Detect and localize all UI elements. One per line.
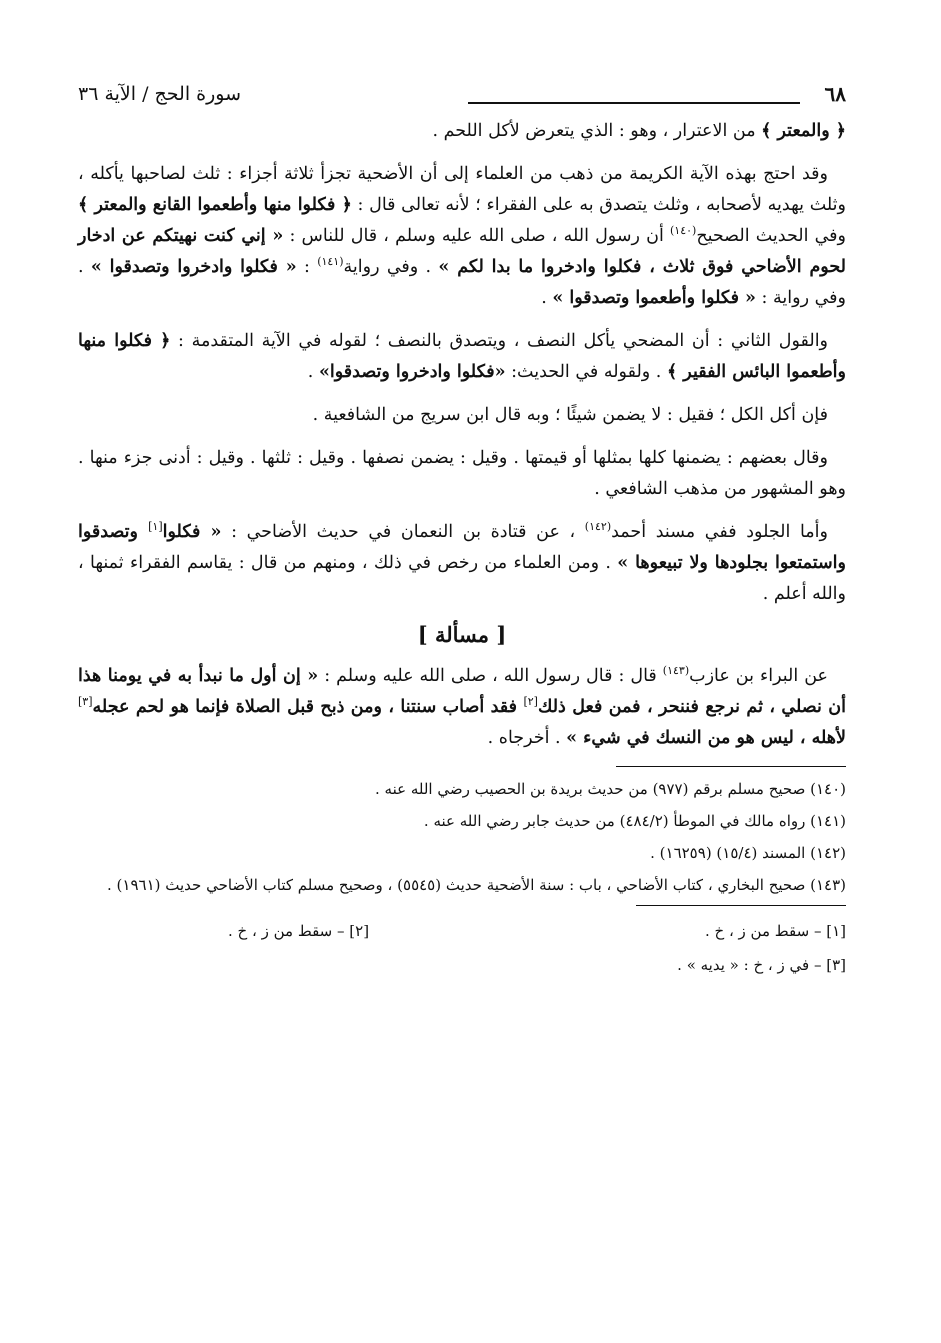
hadith-quote: « فكلوا وادخروا وتصدقوا » <box>90 257 297 277</box>
paragraph-text: ، عن قتادة بن النعمان في حديث الأضاحي : <box>221 522 585 542</box>
manuscript-note: [١] – سقط من ز ، خ . <box>704 922 846 940</box>
running-title: سورة الحج / الآية ٣٦ <box>78 83 242 105</box>
paragraph-text: . ومن العلماء من رخص في ذلك ، ومنهم من قال : يقاسم الفقراء ثمنها ، والله أعلم . <box>78 553 846 604</box>
paragraph-text: : <box>296 257 318 277</box>
paragraph-4: فإن أكل الكل ؛ فقيل : لا يضمن شيئًا ؛ وبه قال ابن سريج من الشافعية . <box>312 405 828 425</box>
paragraph-2 <box>78 159 846 314</box>
paragraph-text: وقد احتج بهذه الآية الكريمة من ذهب من العلماء إلى أن الأضحية تجزأ ثلاثة أجزاء : ثلث لصاحبها يأكله ، وثلث يهديه لأصحابه ، وثلث يتصدق به على الفقراء ؛ لأنه تعالى قال : <box>78 164 847 215</box>
footnote-ref: (١٤٠) <box>669 224 697 238</box>
quran-quote: ﴿ فكلوا منها وأطعموا القانع والمعتر ﴾ <box>78 195 352 215</box>
manuscript-note-ref: [٢] <box>523 695 538 709</box>
hadith-quote: « فكلوا <box>162 522 222 542</box>
footnote-ref: (١٤١) <box>317 255 344 269</box>
hadith-quote: وتصدقوا واستمتعوا بجلودها ولا تبيعوها » <box>78 522 846 573</box>
paragraph-text: . <box>541 288 553 308</box>
footnotes-rule <box>616 766 846 767</box>
paragraph-text: . <box>307 362 319 382</box>
manuscript-notes <box>78 914 846 982</box>
manuscript-notes-rule <box>636 905 846 906</box>
hadith-quote: لأهله ، ليس هو من النسك في شيء » <box>566 728 846 748</box>
footnotes <box>78 775 846 899</box>
hadith-quote: « فكلوا وأطعموا وتصدقوا » <box>552 288 756 308</box>
manuscript-notes-row <box>78 948 846 982</box>
paragraph-text: . وفي رواية : <box>78 257 846 308</box>
paragraph-5: وقال بعضهم : يضمنها كلها بمثلها أو قيمتها . وقيل : يضمن نصفها . وقيل : ثلثها . وقيل : أدنى جزء منها . وهو المشهور من مذهب الشافعي . <box>78 448 846 499</box>
paragraph-7 <box>78 661 846 754</box>
manuscript-note: [٢] – سقط من ز ، خ . <box>228 922 370 940</box>
footnote: (١٤٢) المسند (١٥/٤) (١٦٢٥٩) . <box>650 844 846 862</box>
paragraph-1 <box>78 116 846 147</box>
footnote: (١٤١) رواه مالك في الموطأ (٤٨٤/٢) من حديث جابر رضي الله عنه . <box>423 812 846 830</box>
paragraph-text: . وفي رواية <box>343 257 439 277</box>
manuscript-note: [٣] – في ز ، خ : « يديه » . <box>677 956 846 974</box>
quran-quote: ﴿ فكلوا منها وأطعموا البائس الفقير ﴾ <box>78 331 846 382</box>
paragraph-text: وفي الحديث الصحيح <box>696 226 846 246</box>
paragraph-6 <box>78 517 846 610</box>
book-page <box>78 78 846 1268</box>
manuscript-note-ref: [٣] <box>78 695 93 709</box>
paragraph-text: . أخرجاه . <box>487 728 567 748</box>
quran-quote: ﴿ والمعتر ﴾ <box>761 121 846 141</box>
page-number: ٦٨ <box>824 82 846 106</box>
page-header <box>78 78 846 110</box>
paragraph-text: عن البراء بن عازب <box>689 666 828 686</box>
footnote-ref: (١٤٣) <box>662 664 690 678</box>
paragraph-text: وأما الجلود ففي مسند أحمد <box>611 522 828 542</box>
footnote: (١٤٠) صحيح مسلم برقم (٩٧٧) من حديث بريدة بن الحصيب رضي الله عنه . <box>375 780 846 798</box>
hadith-quote: « إني كنت نهيتكم عن ادخار لحوم الأضاحي فوق ثلاث ، فكلوا وادخروا ما بدا لكم » <box>78 226 846 277</box>
footnote-ref: (١٤٢) <box>584 520 612 534</box>
hadith-quote: « إن أول ما نبدأ به في يومنا هذا أن نصلي ، ثم نرجع فننحر ، فمن فعل ذلك <box>78 666 846 717</box>
paragraph-text: . ولقوله في الحديث: <box>505 362 667 382</box>
paragraph-text: والقول الثاني : أن المضحي يأكل النصف ، ويتصدق بالنصف ؛ لقوله في الآية المتقدمة : <box>170 331 829 351</box>
paragraph-text: قال : قال رسول الله ، صلى الله عليه وسلم : <box>318 666 663 686</box>
hadith-quote: فقد أصاب سنتنا ، ومن ذبح قبل الصلاة فإنما هو لحم عجله <box>92 697 524 717</box>
paragraph-text: أن رسول الله ، صلى الله عليه وسلم ، قال للناس : <box>283 226 670 246</box>
paragraph-text: من الاعترار ، وهو : الذي يتعرض لأكل اللحم . <box>432 121 762 141</box>
paragraph-3 <box>78 326 846 388</box>
footnote: (١٤٣) صحيح البخاري ، كتاب الأضاحي ، باب : سنة الأضحية حديث (٥٥٤٥) ، وصحيح مسلم كتاب الأضاحي حديث (١٩٦١) . <box>107 876 846 894</box>
manuscript-note-ref: [١] <box>148 520 163 534</box>
section-heading: [ مسألة ] <box>417 622 507 647</box>
manuscript-notes-row <box>78 914 846 948</box>
header-rule <box>468 102 800 104</box>
hadith-quote: «فكلوا وادخروا وتصدقوا» <box>318 362 506 382</box>
